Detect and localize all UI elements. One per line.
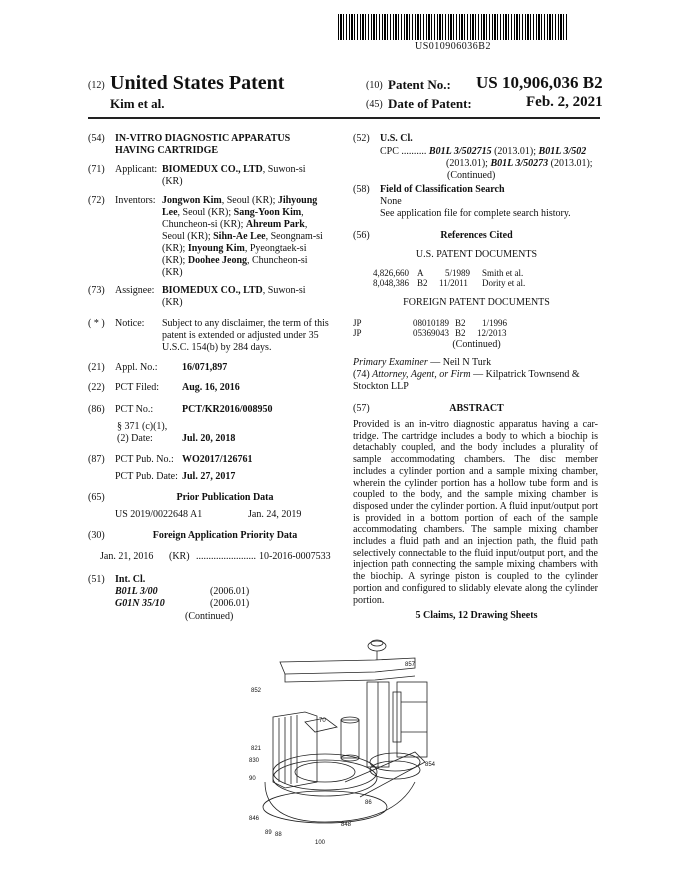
fig-label: 100 xyxy=(315,840,326,846)
field-code: (30) xyxy=(88,530,105,541)
foreign-country: (KR) xyxy=(169,551,190,562)
attorney-label: Attorney, Agent, or Firm xyxy=(372,369,471,380)
fig-label: 852 xyxy=(251,688,262,694)
inventor-loc: , Seoul (KR); xyxy=(221,195,278,206)
ref-country: JP xyxy=(353,318,362,328)
us-ref-row xyxy=(373,268,523,278)
attorney-name-cont: Stockton LLP xyxy=(353,381,409,392)
notice-text: patent is extended or adjusted under 35 xyxy=(162,330,319,341)
abstract-line: is provided in a bottom portion of each of the sample xyxy=(353,512,598,524)
pct-filed-label: PCT Filed: xyxy=(115,382,159,393)
ref-kind: B2 xyxy=(417,278,428,288)
pub-date-label: PCT Pub. Date: xyxy=(115,471,178,482)
pub-date: Jul. 27, 2017 xyxy=(182,471,236,482)
ref-date: 11/2011 xyxy=(439,278,468,288)
ref-date: 5/1989 xyxy=(445,268,471,278)
leader-dots: ........................ xyxy=(196,551,256,562)
abstract-line: tridge. The cartridge includes a body to which a biochip is xyxy=(353,430,598,442)
inventor-line xyxy=(162,195,342,207)
intcl-version: (2006.01) xyxy=(210,598,250,609)
foreign-date: Jan. 21, 2016 xyxy=(100,551,154,562)
assignee xyxy=(162,285,306,297)
inventor-loc: , Seoul (KR); xyxy=(177,207,234,218)
inventor-loc: (KR); xyxy=(162,255,188,266)
inventors-label: Inventors: xyxy=(115,195,156,206)
ref-number: 08010189 xyxy=(413,318,449,328)
abstract-line: selectively connectable to the fluid input/output port, and the xyxy=(353,547,598,559)
foreign-docs-heading: FOREIGN PATENT DOCUMENTS xyxy=(403,297,550,308)
field-code: (86) xyxy=(88,404,105,415)
foreign-priority-title: Foreign Application Priority Data xyxy=(152,530,298,541)
abstract-line: includes a fluid path and an injection path, the fluid path xyxy=(353,536,598,548)
patent-date: Feb. 2, 2021 xyxy=(526,94,603,110)
patent-no-code: (10) xyxy=(366,80,383,91)
invention-title-2: HAVING CARTRIDGE xyxy=(115,145,219,156)
us-ref-row xyxy=(373,278,525,288)
references-title: References Cited xyxy=(440,230,513,241)
attorney xyxy=(353,369,580,381)
ref-number: 4,826,660 xyxy=(373,268,409,278)
ref-date: 12/2013 xyxy=(477,328,507,338)
barcode-number: US010906036B2 xyxy=(415,41,491,52)
notice-text: Subject to any disclaimer, the term of this xyxy=(162,318,329,329)
abstract-line: Provided is an in-vitro diagnostic apparatus having a car- xyxy=(353,419,598,430)
cpc-class: B01L 3/502715 xyxy=(428,146,492,157)
pct-no-label: PCT No.: xyxy=(115,404,154,415)
field-search-value: None xyxy=(380,196,402,207)
inventor-line xyxy=(162,267,342,279)
attorney-name: — Kilpatrick Townsend & xyxy=(470,369,580,380)
abstract-line: portion. xyxy=(353,594,385,606)
fig-label: 88 xyxy=(275,832,282,838)
inventor-loc: , Pyeongtaek-si xyxy=(244,243,307,254)
doc-title: United States Patent xyxy=(110,72,285,94)
inventor-loc: (KR) xyxy=(162,267,183,278)
fig-label: 821 xyxy=(251,746,262,752)
applicant-name: BIOMEDUX CO., LTD xyxy=(162,164,263,175)
assignee-loc: , Suwon-si xyxy=(262,285,306,296)
foreign-ref-row xyxy=(353,328,507,338)
fig-label: 830 xyxy=(249,758,260,764)
notice-text: U.S.C. 154(b) by 284 days. xyxy=(162,342,272,353)
s371-label: § 371 (c)(1), xyxy=(117,421,168,432)
applicant-label: Applicant: xyxy=(115,164,158,175)
field-code: (22) xyxy=(88,382,105,393)
inventor-name: Ahreum Park xyxy=(245,219,305,230)
ref-number: 8,048,386 xyxy=(373,278,409,288)
pub-no-label: PCT Pub. No.: xyxy=(115,454,174,465)
intcl-class: G01N 35/10 xyxy=(115,598,165,609)
field-code: (65) xyxy=(88,492,105,503)
abstract-line: wherein the cylinder portion has a hollow tube form and is xyxy=(353,477,598,489)
pub-number: WO2017/126761 xyxy=(182,454,253,465)
applicant-loc: , Suwon-si xyxy=(262,164,306,175)
field-code: (56) xyxy=(353,230,370,241)
abstract-line: accommodating chambers. The sample mixing chamber xyxy=(353,524,598,536)
assignee-country: (KR) xyxy=(162,297,183,308)
inventor-loc: , Seongnam-si xyxy=(265,231,323,242)
abstract-line: disposed under the cylinder portion. A fluid input/output port xyxy=(353,500,598,512)
fig-label: 86 xyxy=(365,800,372,806)
field-search-note: See application file for complete search history. xyxy=(380,208,571,219)
ref-kind: A xyxy=(417,268,424,278)
appl-label: Appl. No.: xyxy=(115,362,158,373)
intcl-label: Int. Cl. xyxy=(115,574,146,585)
assignee-name: BIOMEDUX CO., LTD xyxy=(162,285,263,296)
abstract-line: injection path connecting the sample mixing chambers with xyxy=(353,559,598,571)
cpc-line-2 xyxy=(446,158,593,170)
cpc-line-1 xyxy=(380,146,586,158)
abstract-line: includes a cylinder portion and a sample mixing chamber, xyxy=(353,465,598,477)
abstract-body xyxy=(353,419,598,606)
abstract-line: the biochip. A syringe piston is coupled to the cylinder xyxy=(353,571,598,583)
field-code: (51) xyxy=(88,574,105,585)
field-search-label: Field of Classification Search xyxy=(380,184,505,195)
inventor-line xyxy=(162,219,342,231)
inventors-list xyxy=(162,195,342,279)
date-label: Date of Patent: xyxy=(388,96,472,111)
field-code: (71) xyxy=(88,164,105,175)
abstract-line: coupled to the body, and the sample mixing chamber is xyxy=(353,489,598,501)
intcl-class: B01L 3/00 xyxy=(115,586,158,597)
field-code: ( * ) xyxy=(88,318,105,329)
ref-name: Smith et al. xyxy=(482,268,524,278)
inventor-loc: , xyxy=(304,219,308,230)
examiner-label: Primary Examiner xyxy=(353,357,428,368)
examiner xyxy=(353,357,491,369)
authors: Kim et al. xyxy=(110,96,165,111)
abstract-line: detachably coupled, and the body includes a plurality of xyxy=(353,442,598,454)
patent-drawing xyxy=(245,632,445,847)
inventor-name: Jihyoung xyxy=(277,195,318,206)
invention-title-1: IN-VITRO DIAGNOSTIC APPARATUS xyxy=(115,133,291,144)
inventor-loc: , Chuncheon-si xyxy=(247,255,308,266)
pct-number: PCT/KR2016/008950 xyxy=(182,404,273,415)
fig-label: 846 xyxy=(249,816,260,822)
fig-label: 90 xyxy=(249,776,256,782)
claims-summary: 5 Claims, 12 Drawing Sheets xyxy=(415,610,538,621)
inventor-loc: (KR); xyxy=(162,243,188,254)
fig-label: 857 xyxy=(405,662,416,668)
date-code: (45) xyxy=(366,99,383,110)
inventor-loc: Seoul (KR); xyxy=(162,231,214,242)
s371-date-label: (2) Date: xyxy=(117,433,153,444)
prior-pub-title: Prior Publication Data xyxy=(176,492,274,503)
foreign-ref-row xyxy=(353,318,507,328)
cpc-class: B01L 3/50273 xyxy=(490,158,549,169)
fig-label: 854 xyxy=(425,762,436,768)
inventor-loc: , xyxy=(301,207,304,218)
abstract-line: sample accommodating chambers. The disc member xyxy=(353,454,598,466)
field-code: (73) xyxy=(88,285,105,296)
field-code: (58) xyxy=(353,184,370,195)
inventor-line xyxy=(162,243,342,255)
ref-kind: B2 xyxy=(455,318,466,328)
cpc-version: (2013.01); xyxy=(446,158,488,169)
patent-no-label: Patent No.: xyxy=(388,77,451,92)
inventor-loc: Chuncheon-si (KR); xyxy=(162,219,246,230)
prior-pub-number: US 2019/0022648 A1 xyxy=(115,509,203,520)
ref-country: JP xyxy=(353,328,362,338)
leader-dots: .......... xyxy=(401,146,427,157)
field-code: (87) xyxy=(88,454,105,465)
ref-name: Dority et al. xyxy=(482,278,526,288)
abstract-title: ABSTRACT xyxy=(449,403,504,414)
inventor-name: Sang-Yoon Kim xyxy=(233,207,302,218)
uscl-label: U.S. Cl. xyxy=(380,133,413,144)
field-code: (72) xyxy=(88,195,105,206)
inventor-name: Doohee Jeong xyxy=(187,255,248,266)
field-code: (54) xyxy=(88,133,105,144)
inventor-name: Sihn-Ae Lee xyxy=(213,231,266,242)
abstract-line: portion and configured to slidably elevate along the cylinder xyxy=(353,582,598,594)
inventor-line xyxy=(162,231,342,243)
assignee-label: Assignee: xyxy=(115,285,155,296)
inventor-line xyxy=(162,207,342,219)
s371-date: Jul. 20, 2018 xyxy=(182,433,236,444)
field-code: (21) xyxy=(88,362,105,373)
fig-label: 848 xyxy=(341,822,352,828)
inventor-name: Jongwon Kim xyxy=(162,195,222,206)
ref-kind: B2 xyxy=(455,328,466,338)
header-rule xyxy=(88,117,600,119)
field-code: (74) xyxy=(353,369,370,380)
applicant-country: (KR) xyxy=(162,176,183,187)
examiner-name: — Neil N Turk xyxy=(427,357,492,368)
patent-number: US 10,906,036 B2 xyxy=(476,73,603,92)
field-code: (57) xyxy=(353,403,370,414)
fig-label: 70 xyxy=(319,718,326,724)
inventor-name: Inyoung Kim xyxy=(187,243,245,254)
pct-filed-date: Aug. 16, 2016 xyxy=(182,382,240,393)
appl-number: 16/071,897 xyxy=(182,362,228,373)
foreign-number: 10-2016-0007533 xyxy=(259,551,331,562)
continued-note: (Continued) xyxy=(447,170,496,181)
continued-note: (Continued) xyxy=(452,339,501,350)
barcode xyxy=(338,14,568,40)
us-docs-heading: U.S. PATENT DOCUMENTS xyxy=(415,249,538,260)
notice-label: Notice: xyxy=(115,318,145,329)
field-code: (52) xyxy=(353,133,370,144)
cpc-label: CPC xyxy=(380,146,399,157)
cpc-class: B01L 3/502 xyxy=(538,146,587,157)
continued-note: (Continued) xyxy=(185,611,234,622)
ref-number: 05369043 xyxy=(413,328,449,338)
cpc-version: (2013.01); xyxy=(550,158,593,169)
fig-label: 89 xyxy=(265,830,272,836)
inventor-line xyxy=(162,255,342,267)
intcl-version: (2006.01) xyxy=(210,586,250,597)
doc-type-code: (12) xyxy=(88,80,105,91)
prior-pub-date: Jan. 24, 2019 xyxy=(248,509,302,520)
ref-date: 1/1996 xyxy=(482,318,508,328)
cpc-version: (2013.01); xyxy=(494,146,537,157)
inventor-name: Lee xyxy=(162,207,178,218)
applicant xyxy=(162,164,306,176)
